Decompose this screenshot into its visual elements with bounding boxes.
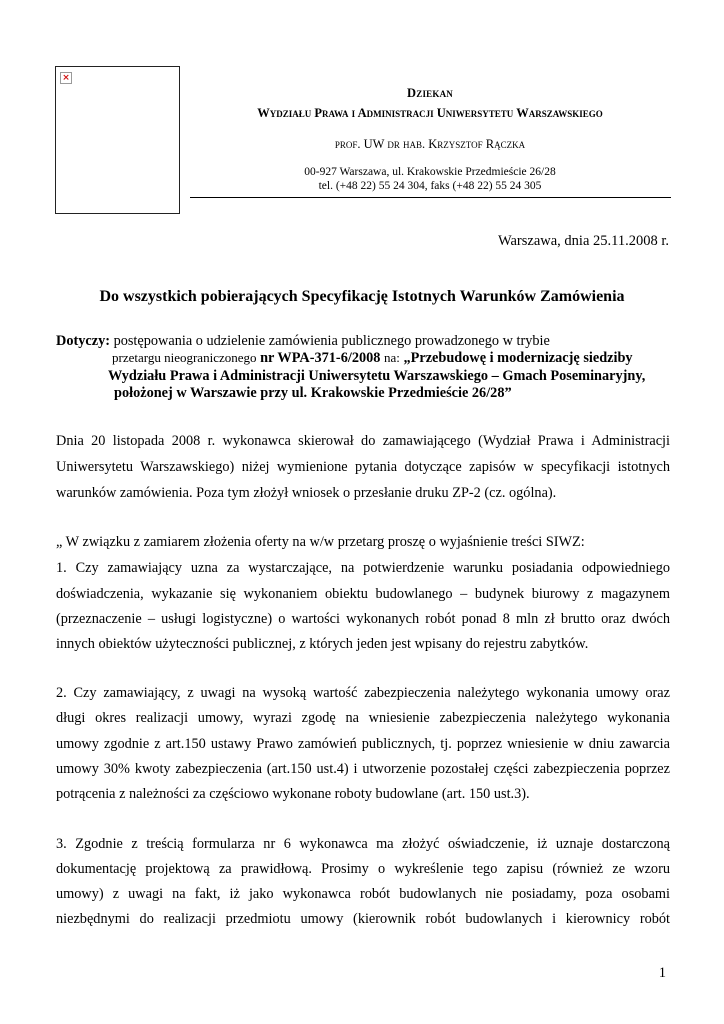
subject-line-3: Wydziału Prawa i Administracji Uniwersytetu Warszawskiego – Gmach Poseminaryjny, — [108, 368, 646, 384]
header-address: 00-927 Warszawa, ul. Krakowskie Przedmieście 26/28 — [304, 166, 556, 178]
broken-image-icon: × — [60, 72, 72, 84]
question-3-line: 3. Zgodnie z treścią formularza nr 6 wykonawca ma złożyć oświadczenie, iż uznaje dostarczoną — [56, 836, 670, 852]
quote-intro: „ W związku z zamiarem złożenia oferty na w/w przetarg proszę o wyjaśnienie treści SIWZ: — [56, 534, 585, 550]
question-2-line: długi okres realizacji umowy, wyrazi zgodę na wniesienie zabezpieczenia należytego wykonania — [56, 710, 670, 726]
subject-text-1: postępowania o udzielenie zamówienia publicznego prowadzonego w trybie — [113, 333, 550, 349]
subject-line-1 — [56, 333, 550, 350]
letter-date: Warszawa, dnia 25.11.2008 r. — [497, 233, 669, 249]
question-2-line: umowy zgodnie z art.150 ustawy Prawo zamówień publicznych, tj. poprzez wniesienie w dniu zawarcia — [56, 736, 670, 752]
header-dean-title: Dziekan — [407, 86, 453, 100]
subject-na: na: — [384, 350, 400, 365]
subject-procedure: przetargu nieograniczonego — [112, 350, 257, 365]
intro-line: Uniwersytetu Warszawskiego) niżej wymienione pytania dotyczące zapisów w specyfikacji istotnych — [56, 459, 670, 475]
subject-case-number: nr WPA-371-6/2008 — [260, 350, 381, 366]
header-faculty-name: Wydziału Prawa i Administracji Uniwersytetu Warszawskiego — [257, 106, 603, 120]
question-3-line: niezbędnymi do realizacji przedmiotu umowy (kierownik robót budowlanych i kierownicy robót — [56, 911, 670, 927]
subject-project-start: „Przebudowę i modernizację siedziby — [403, 350, 633, 366]
question-1-line: (przeznaczenie – usługi logistyczne) o wartości wykonanych robót ponad 8 mln zł brutto oraz dwóch — [56, 611, 670, 627]
intro-line: Dnia 20 listopada 2008 r. wykonawca skierował do zamawiającego (Wydział Prawa i Administracji — [56, 433, 670, 449]
question-1-line: 1. Czy zamawiający uzna za wystarczające, na potwierdzenie warunku posiadania odpowiedniego — [56, 560, 670, 576]
page-number: 1 — [658, 965, 666, 981]
question-1-line: innych obiektów użyteczności publicznej, z których jeden jest wpisany do rejestru zabytków. — [56, 636, 589, 652]
question-2-line: 2. Czy zamawiający, z uwagi na wysoką wartość zabezpieczenia należytego wykonania umowy oraz — [56, 685, 670, 701]
subject-label: Dotyczy: — [56, 333, 110, 349]
letter-title: Do wszystkich pobierających Specyfikację Istotnych Warunków Zamówienia — [99, 288, 625, 305]
question-3-line: umowy) z uwagi na fakt, iż jako wykonawca robót budowlanych nie posiadamy, poza osobami — [56, 886, 670, 902]
question-1-line: doświadczenia, wykazanie się wykonaniem obiektu budowlanego – budynek biurowy z magazynem — [56, 586, 670, 602]
question-2-line: potrącenia z należności za częściowo wykonane roboty budowlane (art. 150 ust.3). — [56, 786, 530, 802]
header-phone: tel. (+48 22) 55 24 304, faks (+48 22) 55 24 305 — [318, 180, 542, 192]
subject-line-2 — [112, 350, 633, 367]
subject-line-4: położonej w Warszawie przy ul. Krakowskie Przedmieście 26/28” — [114, 385, 512, 401]
header-dean-name: prof. UW dr hab. Krzysztof Rączka — [334, 137, 526, 151]
question-3-line: dokumentację projektową za prawidłową. Prosimy o wykreślenie tego zapisu (również ze wzoru — [56, 861, 670, 877]
header-divider — [190, 197, 671, 198]
question-2-line: umowy 30% kwoty zabezpieczenia (art.150 ust.4) i utworzenie pozostałej części zabezpieczenia poprzez — [56, 761, 670, 777]
intro-line: warunków zamówienia. Poza tym złożył wniosek o przesłanie druku ZP-2 (cz. ogólna). — [56, 485, 557, 501]
logo-image-frame — [55, 66, 180, 214]
